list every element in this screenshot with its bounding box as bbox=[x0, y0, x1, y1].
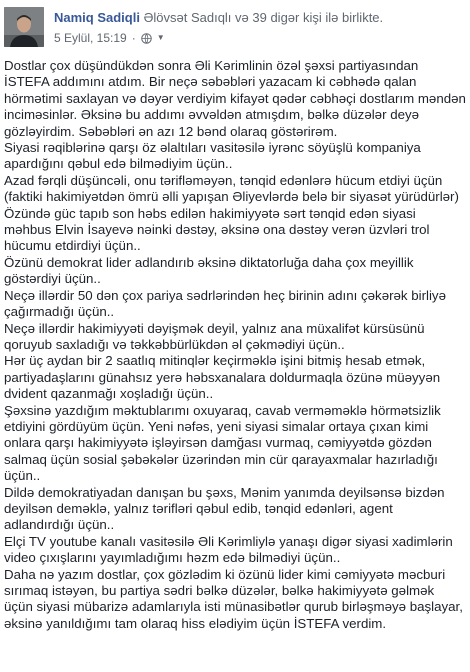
post-paragraph: Dostlar çox düşündükdən sonra Əli Kərimlinin özəl şəxsi partiyasından İSTEFA addımını atdım. Bir neçə səbəbləri yazacam ki cəbhədə qalan hörmətimi saxlayan və dəyər verdiyim kifayət qədər cəbhəçi dostlarım məndən inciməsinlər. Əksinə bu addımı əvvəldən atmışdım, bəlkə düzələr deyə gözləyirdim. Səbəbləri ən azı 12 bənd olaraq göstərirəm. bbox=[4, 58, 466, 139]
post-header bbox=[0, 0, 470, 54]
post-paragraph: Neçə illərdir 50 dən çox pariya sədrlərindən heç birinin adını çəkərək birliyə çağırmadığı üçün.. bbox=[4, 287, 446, 320]
post-paragraph: Şəxsinə yazdığım məktublarımı oxuyaraq, cavab verməməklə hörmətsizlik etdiyini gördüyüm üçün. Yeni nəfəs, yeni siyasi simalar ortaya çıxan kimi onlara qarşı hakimiyyətə işləyirsən damğası vurmaq, cəmiyyətdə gözdən salmaq üçün sosial şəbəkələr üzərindən min cür qarayaxmalar hazırladığı üçün.. bbox=[4, 402, 441, 484]
post-paragraph: Özünü demokrat lider adlandırıb əksinə diktatorluğa daha çox meyillik göstərdiyi üçün.. bbox=[4, 254, 414, 287]
post-paragraph: Özündə güc tapıb son həbs edilən hakimiyyətə sərt tənqid edən siyasi məhbus Elvin İsayevə nəinki dəstəy, əksinə ona dəstəy verən üzvləri trol hücumu etdirdiyi üçün.. bbox=[4, 205, 430, 254]
chevron-down-icon[interactable]: ▼ bbox=[156, 32, 165, 42]
tagged-people[interactable]: Əlövsət Sadıqlı və 39 digər kişi ilə birlikte. bbox=[143, 10, 384, 25]
post-paragraph: Hər üç aydan bir 2 saatlıq mitinqlər keçirməklə işini bitmiş hesab etmək, partiyadaşlarını günahsız yerə həbsxanalara doldurmaqla özünə müəyyən dvident qazanmağı xoşladığı üçün.. bbox=[4, 353, 441, 402]
author-name[interactable]: Namiq Sadiqli bbox=[54, 10, 140, 25]
post-meta bbox=[54, 31, 165, 45]
avatar[interactable] bbox=[4, 7, 44, 47]
post-paragraph: Siyasi rəqiblərinə qarşı öz əlaltıları vasitəsilə iyrənc söyüşlü kompaniya apardığını qəbul edə bilmədiyim üçün.. bbox=[4, 140, 421, 172]
post-paragraph: Elçi TV youtube kanalı vasitəsilə Əli Kərimliylə yanaşı digər siyasi xadimlərin video çıxışlarını yayımladığımı həzm edə bilmədiyi üçün.. bbox=[4, 533, 453, 566]
meta-separator: · bbox=[131, 31, 136, 45]
post-paragraph: Dildə demokratiyadan danışan bu şəxs, Mənim yanımda deyilsənsə bizdən deyilsən deməklə, yalnız tərifləri qəbul edib, tənqid edənləri, agent adlandırdığı üçün.. bbox=[4, 484, 445, 533]
post-paragraph: Daha nə yazım dostlar, çox gözlədim ki özünü lider kimi cəmiyyətə məcburi sırımaq istəyən, bu partiya sədri bəlkə düzələr, bəlkə hakimiyyətə gəlmək üçün siyasi mübarizə adamlarıyla isti münasibətlər qurub birləşməyə başlayar, əksinə yanıldığımı tam olaraq hiss elədiyim üçün İSTEFA verdim. bbox=[4, 566, 463, 631]
post-author-line bbox=[54, 10, 383, 25]
post-paragraph: Azad fərqli düşüncəli, onu tərifləməyən, tənqid edənlərə hücum etdiyi üçün (faktiki hakimiyətdən ömrü əlli yapışan Əliyevlərdə belə bir siyasət yürüdürlər) bbox=[4, 172, 459, 205]
post-paragraph: Neçə illərdir hakimiyyəti dəyişmək deyil, yalnız ana müxalifət kürsüsünü qoruyub saxladığı və təkkəbbürlükdən əl çəkmədiyi üçün.. bbox=[4, 320, 425, 352]
profile-photo bbox=[4, 7, 44, 47]
post-body bbox=[4, 58, 466, 632]
post-date[interactable]: 5 Eylül, 15:19 bbox=[54, 31, 127, 45]
globe-icon[interactable] bbox=[141, 33, 152, 44]
